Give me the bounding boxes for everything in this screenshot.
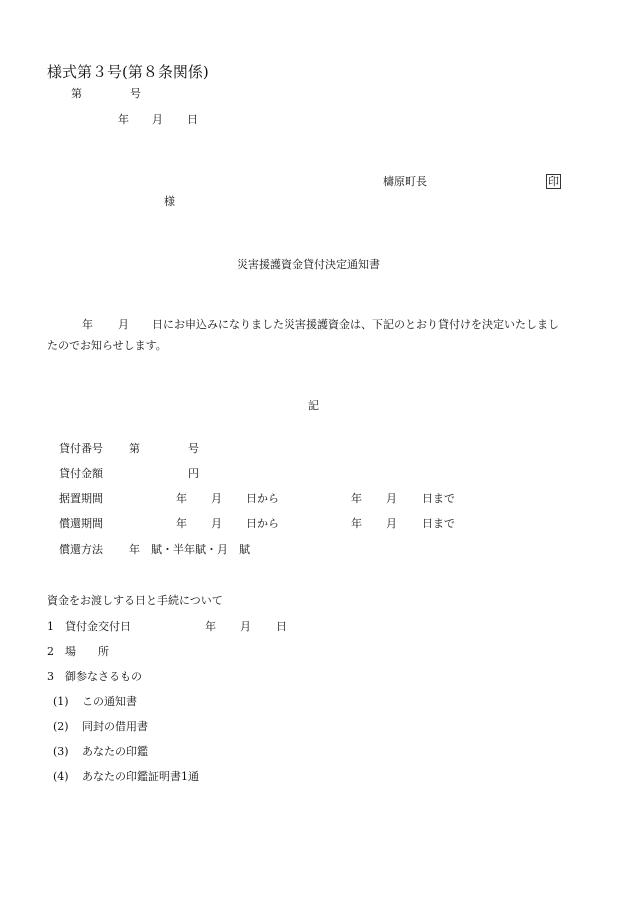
repayment-d1: 日から: [246, 517, 279, 530]
deferment-d2: 日まで: [422, 492, 455, 505]
deferment-label: 据置期間: [59, 492, 103, 505]
repayment-y1: 年: [176, 517, 187, 530]
date-month: 月: [152, 113, 163, 126]
repayment-method-value: 年 賦・半年賦・月 賦: [129, 543, 250, 556]
deferment-y1: 年: [176, 492, 187, 505]
delivery-item1-num: 1: [47, 620, 54, 633]
doc-number-prefix: 第: [71, 87, 82, 100]
loan-number-prefix: 第: [129, 442, 140, 455]
bring-item-num: (3): [53, 745, 69, 758]
delivery-item2-num: 2: [47, 645, 54, 658]
bring-item-text: あなたの印鑑: [82, 745, 148, 758]
repayment-m2: 月: [386, 517, 397, 530]
deferment-m1: 月: [211, 492, 222, 505]
loan-amount-label: 貸付金額: [59, 467, 103, 480]
delivery-item1-day: 日: [276, 620, 287, 633]
bring-item-num: (4): [53, 770, 69, 783]
body-year: 年: [82, 318, 93, 331]
repayment-method-label: 償還方法: [59, 543, 103, 556]
date-year: 年: [118, 113, 129, 126]
delivery-item2-label: 場 所: [65, 645, 109, 658]
repayment-d2: 日まで: [422, 517, 455, 530]
issuer-name: 檮原町長: [383, 175, 427, 188]
bring-item-num: (1): [53, 695, 69, 708]
delivery-item1-label: 貸付金交付日: [65, 620, 131, 633]
form-label: 様式第３号(第８条関係): [47, 63, 209, 81]
deferment-m2: 月: [386, 492, 397, 505]
doc-number-suffix: 号: [130, 87, 141, 100]
loan-number-suffix: 号: [188, 442, 199, 455]
delivery-item3-label: 御参なさるもの: [65, 670, 142, 683]
bring-item-num: (2): [53, 720, 69, 733]
repayment-period-label: 償還期間: [59, 517, 103, 530]
delivery-item1-year: 年: [205, 620, 216, 633]
date-day: 日: [187, 113, 198, 126]
body-month: 月: [118, 318, 129, 331]
repayment-y2: 年: [351, 517, 362, 530]
deferment-d1: 日から: [246, 492, 279, 505]
deferment-y2: 年: [351, 492, 362, 505]
bring-item-text: あなたの印鑑証明書1通: [82, 770, 199, 783]
doc-title: 災害援護資金貸付決定通知書: [237, 258, 380, 271]
bring-item-text: 同封の借用書: [82, 720, 148, 733]
body-line2: たのでお知らせします。: [47, 339, 167, 352]
repayment-m1: 月: [211, 517, 222, 530]
loan-number-label: 貸付番号: [59, 442, 103, 455]
delivery-item1-month: 月: [240, 620, 251, 633]
delivery-item3-num: 3: [47, 670, 54, 683]
body-line1: 日にお申込みになりました災害援護資金は、下記のとおり貸付けを決定いたしまし: [152, 318, 559, 331]
seal-mark: 印: [548, 175, 559, 188]
delivery-heading: 資金をお渡しする日と手続について: [47, 594, 223, 607]
recipient-suffix: 様: [164, 195, 175, 208]
loan-amount-unit: 円: [188, 467, 199, 480]
bring-item-text: この通知書: [82, 695, 137, 708]
record-mark: 記: [308, 399, 319, 412]
